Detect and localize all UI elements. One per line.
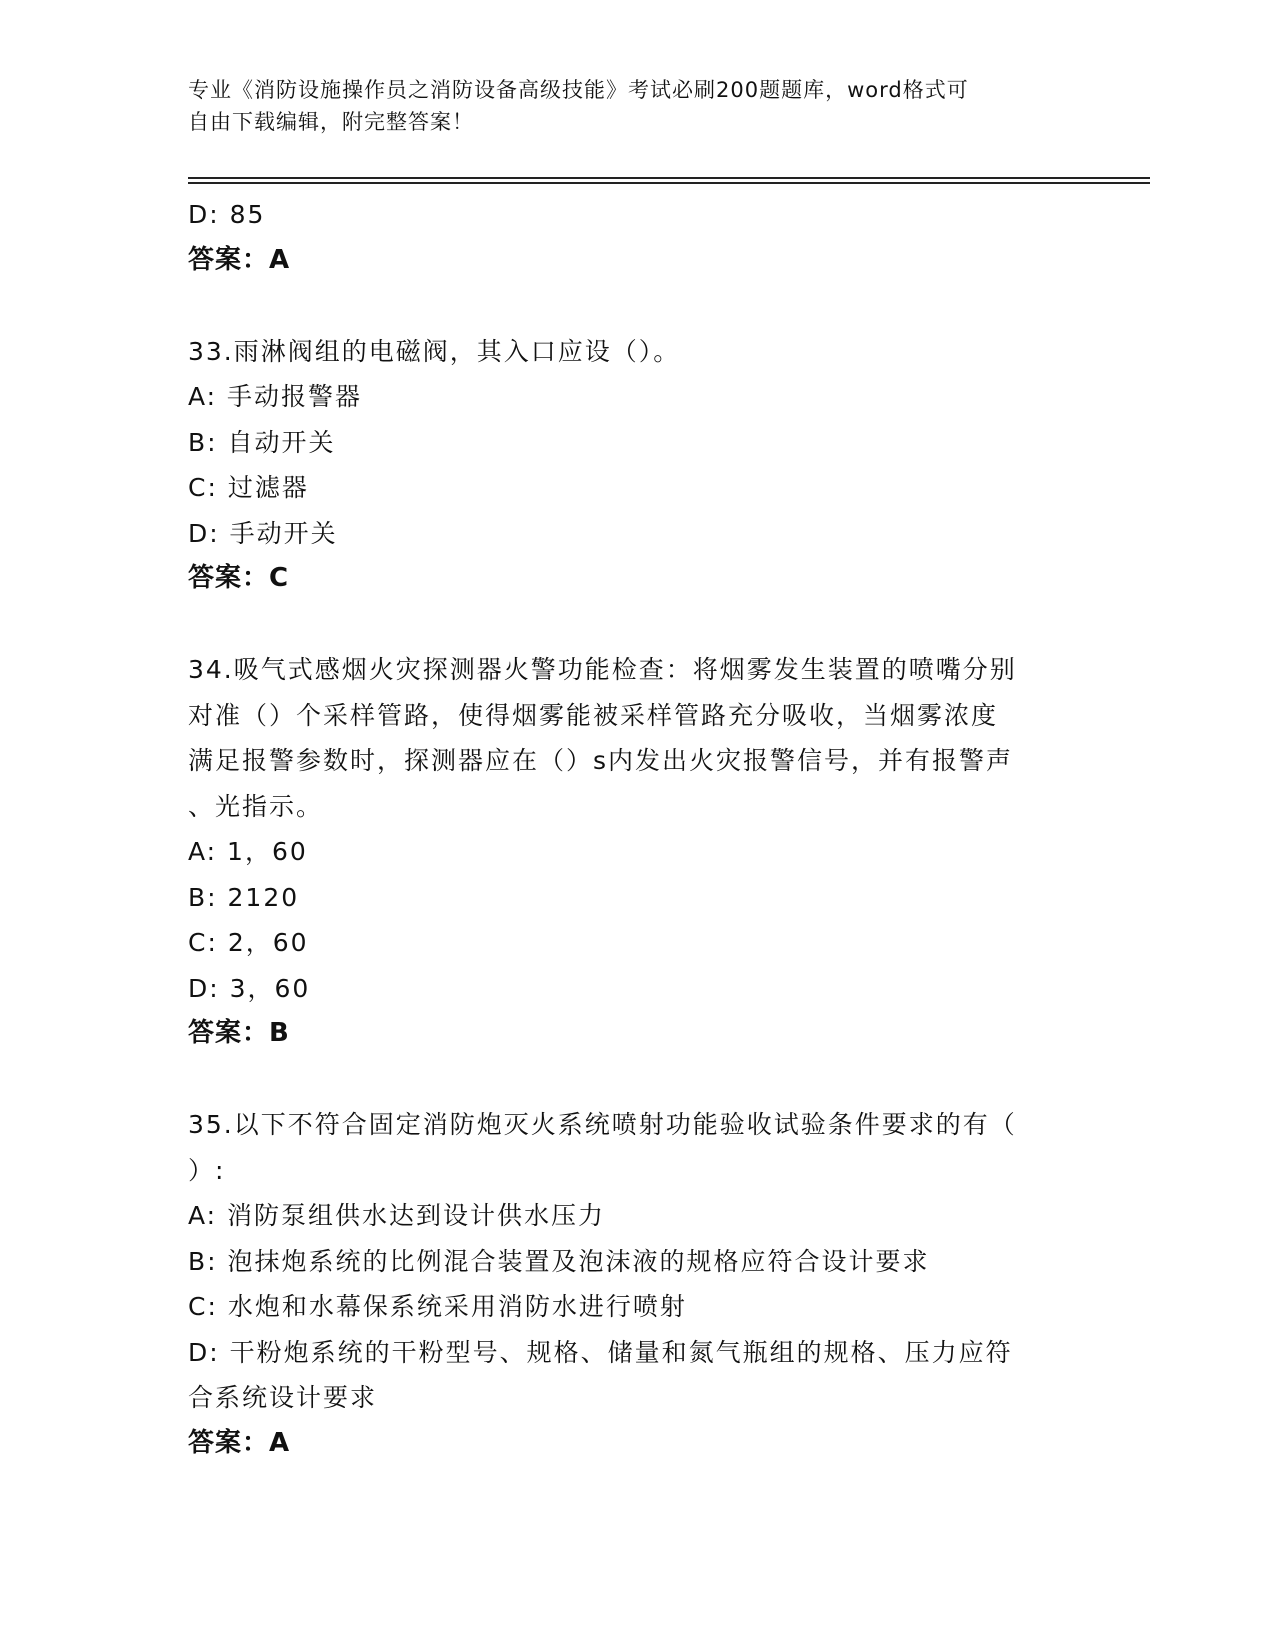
page-header [188, 74, 1068, 138]
option-a: A: 消防泵组供水达到设计供水压力 [188, 1201, 606, 1230]
question-text-line-2: ）: [188, 1155, 226, 1185]
spacer [188, 283, 1068, 329]
answer-label: 答案：A [188, 1427, 291, 1458]
question-text-line-3: 满足报警参数时，探测器应在（）s内发出火灾报警信号，并有报警声 [188, 746, 1014, 775]
question-35 [188, 1102, 1068, 1466]
answer-label: 答案：C [188, 563, 290, 593]
option-d-line-2: 合系统设计要求 [188, 1383, 378, 1412]
question-text-line-2: 对准（）个采样管路，使得烟雾能被采样管路充分吸收，当烟雾浓度 [188, 700, 999, 730]
option-c: C: 水炮和水幕保系统采用消防水进行喷射 [188, 1292, 687, 1321]
previous-question-tail [188, 192, 1068, 283]
answer-label: 答案：A [188, 244, 291, 275]
question-33 [188, 329, 1068, 602]
option-b: B: 2120 [188, 882, 300, 912]
question-34 [188, 647, 1068, 1057]
option-d: D: 85 [188, 200, 266, 229]
option-b: B: 自动开关 [188, 427, 336, 457]
option-d: D: 手动开关 [188, 518, 338, 548]
option-a: A: 手动报警器 [188, 382, 363, 411]
question-text: 33.雨淋阀组的电磁阀，其入口应设（）。 [188, 336, 681, 366]
header-line-2: 自由下载编辑，附完整答案！ [188, 110, 474, 134]
option-b: B: 泡抹炮系统的比例混合装置及泡沫液的规格应符合设计要求 [188, 1246, 930, 1276]
option-c: C: 过滤器 [188, 473, 309, 502]
header-line-1: 专业《消防设施操作员之消防设备高级技能》考试必刷200题题库，word格式可 [188, 78, 969, 102]
question-text-line-1: 34.吸气式感烟火灾探测器火警功能检查：将烟雾发生装置的喷嘴分别 [188, 655, 1017, 684]
question-text-line-1: 35.以下不符合固定消防炮灭火系统喷射功能验收试验条件要求的有（ [188, 1110, 1017, 1139]
option-c: C: 2，60 [188, 928, 309, 957]
answer-label: 答案：B [188, 1018, 290, 1048]
spacer [188, 1057, 1068, 1103]
question-text-line-4: 、光指示。 [188, 791, 324, 821]
header-divider-bottom [188, 182, 1150, 184]
spacer [188, 602, 1068, 648]
header-divider-top [188, 177, 1150, 179]
option-d: D: 3，60 [188, 973, 311, 1003]
option-a: A: 1，60 [188, 837, 308, 866]
document-body [188, 192, 1068, 1466]
option-d-line-1: D: 干粉炮系统的干粉型号、规格、储量和氮气瓶组的规格、压力应符 [188, 1337, 1013, 1367]
